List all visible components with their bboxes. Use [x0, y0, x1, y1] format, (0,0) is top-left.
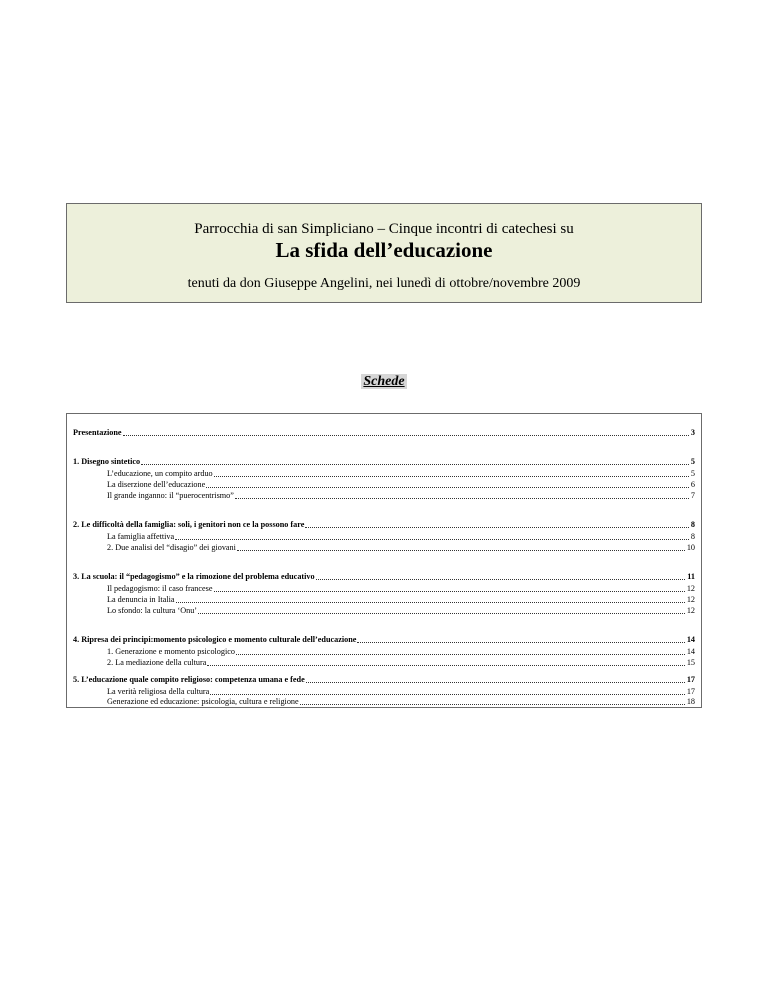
toc-leader [198, 612, 685, 614]
toc-leader [210, 693, 685, 695]
toc-entry-text: Presentazione [73, 428, 122, 437]
toc-entry-page: 10 [686, 543, 695, 552]
toc-entry-text: Generazione ed educazione: psicologia, cultura e religione [107, 697, 299, 706]
toc-entry-page: 17 [686, 687, 695, 696]
toc-entry-text: La verità religiosa della cultura [107, 687, 210, 696]
toc-entry[interactable] [107, 543, 695, 553]
toc-entry[interactable] [107, 647, 695, 657]
toc-entry-page: 12 [686, 584, 695, 593]
schede-heading [0, 372, 768, 390]
toc-leader [206, 486, 689, 488]
toc-entry[interactable] [73, 635, 695, 645]
toc-entry-page: 8 [690, 532, 695, 541]
toc-entry[interactable] [73, 457, 695, 467]
toc-leader [123, 434, 689, 436]
table-of-contents [66, 413, 702, 708]
toc-entry[interactable] [107, 532, 695, 542]
toc-entry-text: 2. Due analisi del “disagio” dei giovani [107, 543, 236, 552]
toc-entry[interactable] [107, 687, 695, 697]
toc-entry[interactable] [107, 697, 695, 707]
toc-entry-page: 11 [687, 572, 695, 581]
document-title: La sfida dell’educazione [275, 238, 493, 262]
toc-entry-page: 5 [690, 457, 695, 466]
toc-entry[interactable] [107, 606, 695, 616]
toc-entry-text: 4. Ripresa dei principi:momento psicologico e momento culturale dell’educazione [73, 635, 357, 644]
toc-entry-text: Il grande inganno: il “puerocentrismo” [107, 491, 234, 500]
toc-entry-page: 15 [686, 658, 695, 667]
toc-leader [207, 664, 684, 666]
toc-entry-text: 2. Le difficoltà della famiglia: soli, i genitori non ce la possono fare [73, 520, 305, 529]
header-line: Parrocchia di san Simpliciano – Cinque incontri di catechesi su [194, 221, 574, 237]
toc-leader [235, 497, 689, 499]
toc-entry[interactable] [107, 491, 695, 501]
toc-entry-text: 1. Generazione e momento psicologico [107, 647, 236, 656]
toc-leader [141, 463, 689, 465]
toc-entry[interactable] [107, 595, 695, 605]
toc-entry[interactable] [107, 480, 695, 490]
toc-entry-page: 5 [690, 469, 695, 478]
toc-entry-page: 8 [690, 520, 695, 529]
toc-entry-text: Il pedagogismo: il caso francese [107, 584, 213, 593]
toc-entry-text: Lo sfondo: la cultura ‘Onu’ [107, 606, 198, 615]
toc-leader [300, 703, 685, 705]
toc-entry-text: La diserzione dell’educazione [107, 480, 206, 489]
toc-entry-text: 5. L’educazione quale compito religioso: competenza umana e fede [73, 675, 305, 684]
toc-entry-page: 3 [690, 428, 695, 437]
toc-entry-text: 2. La mediazione della cultura [107, 658, 207, 667]
title-box [66, 203, 702, 303]
toc-entry-page: 7 [690, 491, 695, 500]
toc-entry-page: 14 [686, 647, 695, 656]
toc-entry-page: 12 [686, 606, 695, 615]
toc-entry-text: La famiglia affettiva [107, 532, 175, 541]
toc-entry[interactable] [107, 469, 695, 479]
toc-entry-text: La denuncia in Italia [107, 595, 175, 604]
toc-leader [214, 590, 685, 592]
toc-leader [214, 475, 689, 477]
toc-entry-text: 1. Disegno sintetico [73, 457, 141, 466]
document-subtitle: tenuti da don Giuseppe Angelini, nei lunedì di ottobre/novembre 2009 [187, 276, 581, 291]
toc-leader [176, 601, 685, 603]
toc-entry[interactable] [73, 572, 695, 582]
toc-entry-text: L’educazione, un compito arduo [107, 469, 213, 478]
toc-leader [237, 549, 685, 551]
toc-entry[interactable] [73, 675, 695, 685]
toc-leader [175, 538, 689, 540]
toc-entry-page: 18 [686, 697, 695, 706]
toc-entry-page: 6 [690, 480, 695, 489]
schede-label: Schede [363, 374, 405, 389]
toc-leader [316, 578, 686, 580]
toc-entry[interactable] [107, 584, 695, 594]
toc-leader [305, 526, 689, 528]
toc-leader [236, 653, 685, 655]
toc-entry-page: 12 [686, 595, 695, 604]
toc-entry-page: 14 [686, 635, 695, 644]
toc-entry[interactable] [73, 520, 695, 530]
toc-entry[interactable] [73, 428, 695, 438]
toc-leader [357, 641, 684, 643]
toc-entry-text: 3. La scuola: il “pedagogismo” e la rimozione del problema educativo [73, 572, 315, 581]
toc-leader [306, 681, 685, 683]
toc-entry-page: 17 [686, 675, 695, 684]
toc-entry[interactable] [107, 658, 695, 668]
